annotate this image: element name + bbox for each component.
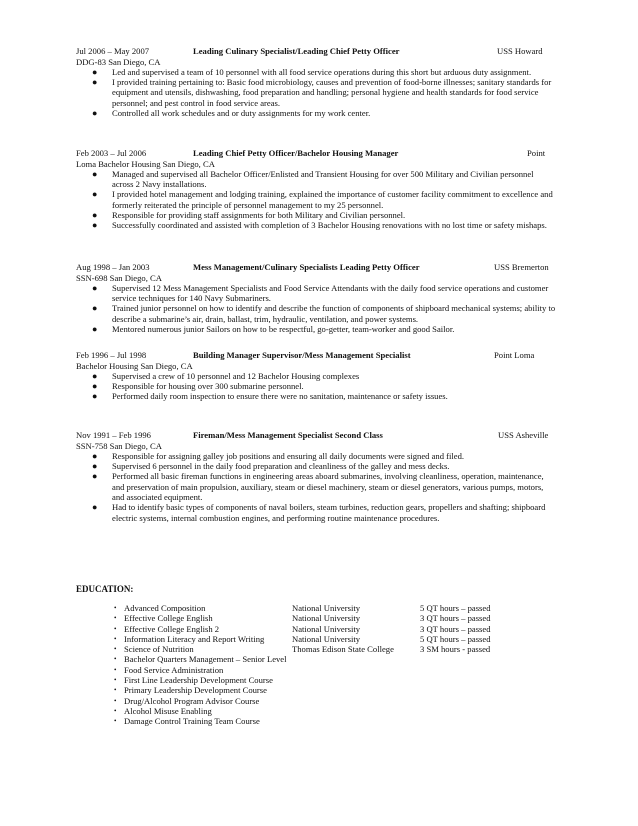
bullet-dot-icon: ● — [92, 461, 98, 472]
school-name: National University — [292, 613, 361, 624]
job-location: Point Loma — [494, 350, 535, 360]
bullet-dot-icon: ● — [92, 303, 98, 314]
bullet-dot-icon: ● — [92, 471, 98, 482]
job-bullet: ● I provided hotel management and lodging training, explained the importance of customer facility commitment to excellence and formerly reiterated the principle of personnel management to my 25 personnel. — [92, 189, 553, 210]
job-bullet: ● Controlled all work schedules and or duty assignments for my work center. — [92, 107, 371, 118]
education-item — [114, 685, 534, 695]
job-bullet: ● Responsible for providing staff assignments for both Military and Civilian personnel. — [92, 209, 406, 220]
job-header — [76, 350, 556, 361]
job-bullet: ● Performed all basic fireman functions in engineering areas aboard submarines, involving cleanliness, operation, maintenance, and preservation of main propulsion, auxiliary, steam or diesel machinery, steam or diesel generators, various pumps, motors, and associated equipment. — [92, 471, 544, 502]
education-item — [114, 634, 534, 644]
school-name: Thomas Edison State College — [292, 644, 394, 655]
education-item — [114, 716, 534, 726]
course-hours: 3 SM hours - passed — [420, 644, 491, 655]
course-name: First Line Leadership Development Course — [124, 675, 273, 686]
job-entry — [76, 350, 556, 402]
school-name: National University — [292, 623, 361, 634]
bullet-dot-icon: ● — [92, 220, 98, 231]
course-hours: 5 QT hours – passed — [420, 633, 491, 644]
bullet-dot-icon: • — [114, 604, 117, 612]
bullet-dot-icon: ● — [92, 323, 98, 334]
course-name: Advanced Composition — [124, 603, 206, 613]
job-unit: Loma Bachelor Housing San Diego, CA — [76, 158, 215, 169]
job-entry — [76, 262, 556, 334]
job-dates: Nov 1991 – Feb 1996 — [76, 430, 151, 440]
education-item — [114, 644, 534, 654]
job-location: Point — [527, 148, 546, 158]
job-title: Mess Management/Culinary Specialists Leading Petty Officer — [193, 262, 420, 272]
bullet-dot-icon: ● — [92, 282, 98, 293]
bullet-dot-icon: • — [114, 634, 117, 643]
school-name: National University — [292, 603, 361, 613]
education-item — [114, 675, 534, 685]
job-bullet: ● Performed daily room inspection to ensure there were no sanitation, maintenance or safety issues. — [92, 391, 448, 402]
job-location: USS Howard — [497, 46, 543, 56]
job-bullet: ● Trained junior personnel on how to identify and describe the function of components of shipboard mechanical systems; ability to describe a submarine’s air, drain, ballast, trim, hydraulic, ventilation, and power systems. — [92, 303, 556, 324]
education-item — [114, 696, 534, 706]
job-header — [76, 148, 556, 159]
job-title: Fireman/Mess Management Specialist Second Class — [193, 430, 383, 440]
education-item — [114, 665, 534, 675]
bullet-dot-icon: • — [114, 717, 117, 726]
job-dates: Jul 2006 – May 2007 — [76, 46, 150, 56]
course-name: Effective College English — [124, 613, 213, 624]
course-name: Drug/Alcohol Program Advisor Course — [124, 695, 260, 706]
education-heading: EDUCATION: — [76, 584, 134, 594]
course-name: Science of Nutrition — [124, 644, 194, 655]
job-header — [76, 46, 556, 57]
bullet-dot-icon: ● — [92, 107, 98, 118]
bullet-dot-icon: ● — [92, 450, 98, 461]
job-bullet: ● I provided training pertaining to: Basic food microbiology, causes and prevention of food-borne illnesses; sanitary standards for equipment and utensils, dishwashing, food preparation and handling; personal hygiene and health standards for food service personnel; and pest control in food service areas. — [92, 77, 552, 108]
course-name: Information Literacy and Report Writing — [124, 633, 265, 644]
job-dates: Feb 2003 – Jul 2006 — [76, 148, 147, 158]
bullet-dot-icon: • — [114, 624, 117, 633]
education-item — [114, 603, 534, 613]
job-bullet: ● Had to identify basic types of components of naval boilers, steam turbines, reduction gears, propellers and shafting; shipboard electric systems, internal combustion engines, and performing routine maintenance procedures. — [92, 502, 546, 523]
job-entry — [76, 46, 556, 118]
job-header — [76, 262, 556, 273]
course-name: Bachelor Quarters Management – Senior Level — [124, 654, 287, 665]
education-item — [114, 706, 534, 716]
bullet-dot-icon: • — [114, 665, 117, 674]
job-bullet: ● Managed and supervised all Bachelor Officer/Enlisted and Transient Housing for over 500 Military and Civilian personnel across 2 Navy installations. — [92, 168, 534, 190]
job-bullet: ● Mentored numerous junior Sailors on how to be respectful, go-getter, team-worker and good Sailor. — [92, 323, 455, 334]
bullet-dot-icon: ● — [92, 189, 98, 200]
education-item — [114, 613, 534, 623]
education-item — [114, 654, 534, 664]
course-hours: 3 QT hours – passed — [420, 623, 491, 634]
course-hours: 3 QT hours – passed — [420, 613, 491, 624]
bullet-dot-icon: • — [114, 676, 117, 685]
bullet-dot-icon: ● — [92, 77, 98, 88]
job-bullet: ● Responsible for assigning galley job positions and ensuring all daily documents were signed and filed. — [92, 450, 465, 461]
job-entry — [76, 430, 556, 523]
job-unit: DDG-83 San Diego, CA — [76, 56, 161, 67]
job-location: USS Bremerton — [494, 262, 549, 272]
job-header — [76, 430, 556, 441]
job-bullet: ● Supervised 12 Mess Management Specialists and Food Service Attendants with the daily food service operations and customer service techniques for 140 Navy Submariners. — [92, 282, 549, 304]
bullet-dot-icon: ● — [92, 391, 98, 402]
job-bullet: ● Supervised a crew of 10 personnel and 12 Bachelor Housing complexes — [92, 370, 360, 381]
bullet-dot-icon: • — [114, 655, 117, 664]
school-name: National University — [292, 633, 361, 644]
course-hours: 5 QT hours – passed — [420, 603, 491, 613]
course-name: Primary Leadership Development Course — [124, 685, 267, 696]
job-unit: SSN-698 San Diego, CA — [76, 272, 162, 283]
job-bullet: ● Successfully coordinated and assisted with completion of 3 Bachelor Housing renovations with no lost time or safety mishaps. — [92, 220, 547, 231]
bullet-dot-icon: ● — [92, 370, 98, 381]
course-name: Effective College English 2 — [124, 623, 220, 634]
job-dates: Aug 1998 – Jan 2003 — [76, 262, 150, 272]
bullet-dot-icon: ● — [92, 209, 98, 220]
job-unit: Bachelor Housing San Diego, CA — [76, 360, 193, 371]
job-unit: SSN-758 San Diego, CA — [76, 440, 162, 451]
job-bullet: ● Responsible for housing over 300 submarine personnel. — [92, 381, 304, 392]
job-location: USS Asheville — [498, 430, 549, 440]
job-title: Building Manager Supervisor/Mess Management Specialist — [193, 350, 411, 360]
course-name: Alcohol Misuse Enabling — [124, 705, 212, 716]
job-bullets — [76, 451, 556, 523]
course-name: Food Service Administration — [124, 664, 224, 675]
bullet-dot-icon: ● — [92, 381, 98, 392]
job-dates: Feb 1996 – Jul 1998 — [76, 350, 147, 360]
job-bullets — [76, 67, 556, 118]
bullet-dot-icon: • — [114, 614, 117, 623]
job-bullets — [76, 283, 556, 334]
job-bullet: ● Supervised 6 personnel in the daily food preparation and cleanliness of the galley and mess decks. — [92, 461, 450, 472]
job-title: Leading Chief Petty Officer/Bachelor Housing Manager — [193, 148, 399, 158]
education-item — [114, 624, 534, 634]
bullet-dot-icon: • — [114, 686, 117, 695]
bullet-dot-icon: ● — [92, 168, 98, 179]
course-name: Damage Control Training Team Course — [124, 716, 260, 727]
job-bullet: ● Led and supervised a team of 10 personnel with all food service operations during this short but arduous duty assignment. — [92, 66, 532, 77]
job-bullets — [76, 371, 556, 402]
education-list — [114, 603, 534, 727]
job-title: Leading Culinary Specialist/Leading Chief Petty Officer — [193, 46, 400, 56]
bullet-dot-icon: • — [114, 645, 117, 654]
bullet-dot-icon: ● — [92, 502, 98, 513]
bullet-dot-icon: ● — [92, 66, 98, 77]
job-entry — [76, 148, 556, 231]
bullet-dot-icon: • — [114, 706, 117, 715]
bullet-dot-icon: • — [114, 696, 117, 705]
job-bullets — [76, 169, 556, 231]
